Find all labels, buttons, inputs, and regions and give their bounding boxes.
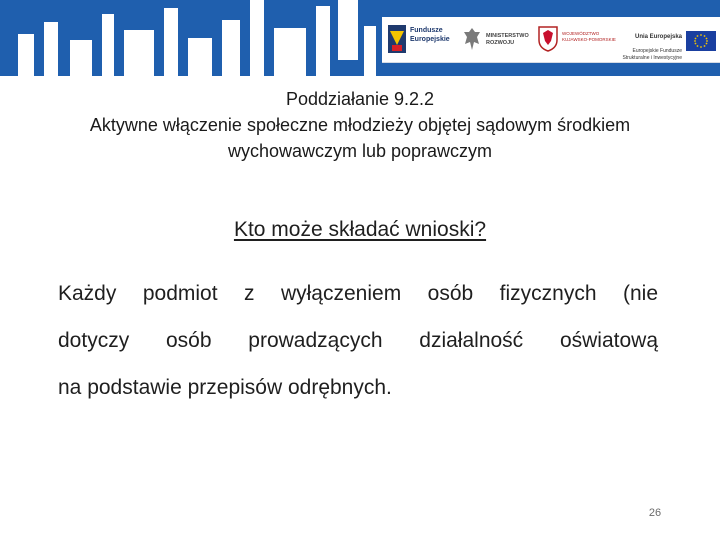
coat-of-arms-icon [538, 26, 558, 52]
body-line: Każdy podmiot z wyłączeniem osób fizycznych (nie [58, 282, 658, 305]
slide-title-line1: Poddziałanie 9.2.2 [285, 89, 435, 109]
unia-europejska-logo [620, 23, 718, 61]
header-decor-block [316, 6, 330, 76]
slide-title-line2: Aktywne włączenie społeczne młodzieży objętej sądowym środkiem wychowawczym lub poprawczym [89, 115, 631, 161]
fundusze-europejskie-text: Fundusze Europejskie [410, 27, 450, 43]
fundusze-europejskie-icon [388, 25, 406, 53]
fundusze-europejskie-logo [388, 23, 452, 57]
slide-title [40, 86, 680, 164]
header-decor-block [18, 34, 34, 76]
eu-flag-icon [686, 31, 716, 51]
page-number: 26 [648, 507, 662, 519]
header-decor-block [164, 8, 178, 76]
unia-europejska-title: Unia Europejska [634, 34, 682, 40]
header-decor-block [250, 0, 264, 76]
header-decor-block [70, 40, 92, 76]
header-decor-block [364, 26, 376, 76]
body-line: dotyczy osób prowadzących działalność oświatową [58, 329, 658, 352]
unia-europejska-text [620, 27, 682, 62]
header-decor-block [124, 30, 154, 76]
wojewodztwo-text: WOJEWÓDZTWO KUJAWSKO-POMORSKIE [562, 31, 616, 42]
header-decor-block [338, 0, 358, 60]
header-decor-block [102, 14, 114, 76]
question-heading [0, 216, 720, 244]
body-line: na podstawie przepisów odrębnych. [58, 376, 392, 399]
ministerstwo-rozwoju-text: MINISTERSTWO ROZWOJU [486, 33, 529, 46]
wojewodztwo-logo [536, 23, 616, 57]
ministerstwo-rozwoju-logo [460, 23, 530, 57]
header-decor-block [44, 22, 58, 76]
polish-eagle-icon [462, 26, 482, 52]
body-paragraph [58, 270, 658, 411]
question-text: Kto może składać wnioski? [233, 218, 487, 241]
header-decor-block [222, 20, 240, 76]
logo-strip [382, 17, 720, 63]
unia-europejska-subtitle: Europejskie Fundusze Strukturalne i Inwestycyjne [622, 48, 682, 61]
header-decor-block [188, 38, 212, 76]
header-decor-block [274, 28, 306, 76]
